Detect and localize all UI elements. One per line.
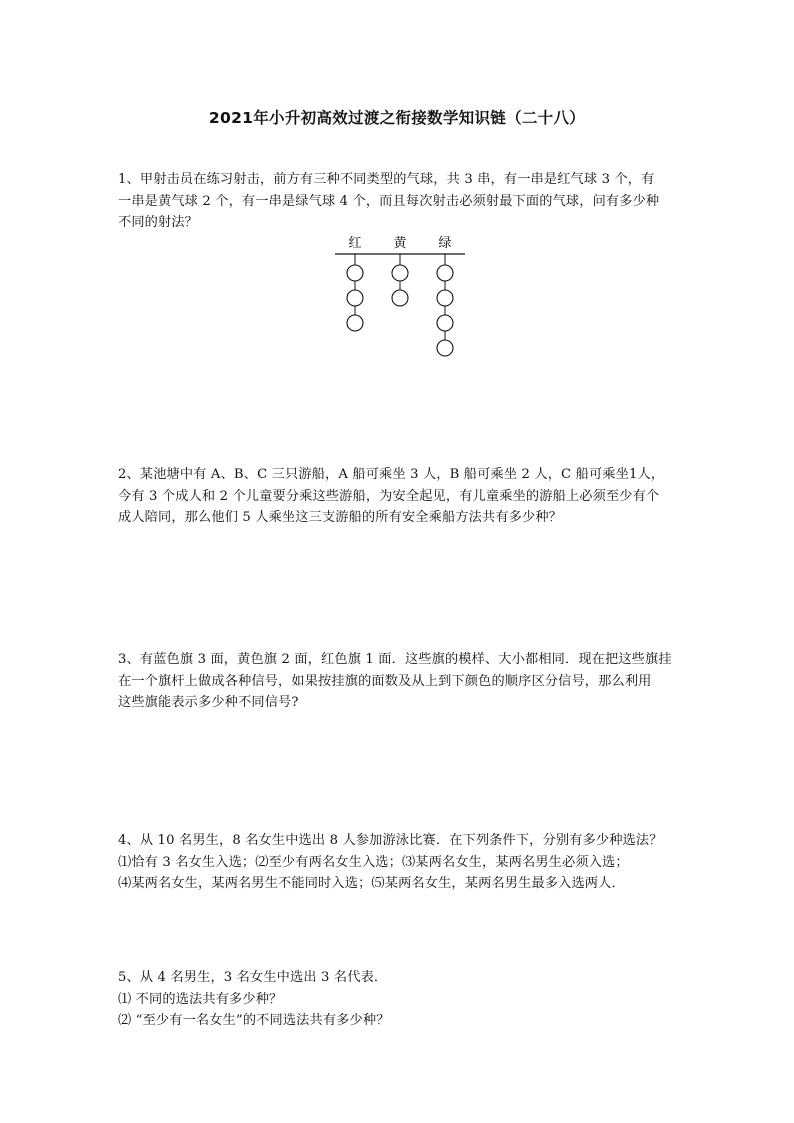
balloon-circle (392, 290, 408, 306)
question-1-line: 一串是黄气球 2 个，有一串是绿气球 4 个，而且每次射击必须射最下面的气球，问有多少种 (118, 193, 660, 209)
question-3-line: 3、有蓝色旗 3 面，黄色旗 2 面，红色旗 1 面．这些旗的模样、大小都相同．现在把这些旗挂 (118, 652, 672, 667)
question-1-line: 1、甲射击员在练习射击，前方有三种不同类型的气球，共 3 串，有一串是红气球 3 个，有 (118, 172, 655, 187)
balloon-circle (437, 290, 453, 306)
question-5-line: 5、从 4 名男生，3 名女生中选出 3 名代表． (118, 970, 388, 985)
balloon-diagram (330, 232, 470, 372)
question-5-line: ⑴ 不同的选法共有多少种？ (118, 991, 283, 1007)
balloon-column-label: 红 (348, 236, 362, 251)
balloon-circle (347, 315, 363, 331)
balloon-circle (347, 265, 363, 281)
balloon-circle (392, 265, 408, 281)
question-2 (118, 464, 678, 529)
page-title: 2021年小升初高效过渡之衔接数学知识链（二十八） (208, 109, 586, 127)
question-5 (118, 967, 678, 1032)
question-4 (118, 830, 678, 895)
question-3 (118, 649, 678, 714)
question-2-line: 今有 3 个成人和 2 个儿童要分乘这些游船，为安全起见，有儿童乘坐的游船上必须至少有个 (118, 488, 660, 504)
balloon-column-label: 绿 (438, 236, 452, 251)
question-3-line: 这些旗能表示多少种不同信号? (118, 695, 299, 710)
question-1 (118, 169, 678, 234)
question-2-line: 2、某池塘中有 A、B、C 三只游船，A 船可乘坐 3 人，B 船可乘坐 2 人，C 船可乘坐1人， (118, 467, 665, 482)
question-4-line: ⑷某两名女生，某两名男生不能同时入选；⑸某两名女生，某两名男生最多入选两人． (118, 876, 625, 891)
balloon-column-label: 黄 (393, 236, 407, 251)
balloon-circle (437, 265, 453, 281)
question-2-line: 成人陪同，那么他们 5 人乘坐这三支游船的所有安全乘船方法共有多少种？ (118, 510, 563, 525)
balloon-circle (437, 315, 453, 331)
question-5-line: ⑵ “至少有一名女生”的不同选法共有多少种？ (118, 1013, 390, 1028)
question-1-line: 不同的射法？ (118, 215, 199, 230)
balloon-circle (347, 290, 363, 306)
balloon-circle (437, 340, 453, 356)
question-4-line: 4、从 10 名男生，8 名女生中选出 8 人参加游泳比赛．在下列条件下，分别有多少种选法？ (118, 833, 663, 848)
question-4-line: ⑴恰有 3 名女生入选；⑵至少有两名女生入选；⑶某两名女生，某两名男生必须入选； (118, 854, 629, 870)
question-3-line: 在一个旗杆上做成各种信号，如果按挂旗的面数及从上到下颜色的顺序区分信号，那么利用 (118, 673, 652, 689)
